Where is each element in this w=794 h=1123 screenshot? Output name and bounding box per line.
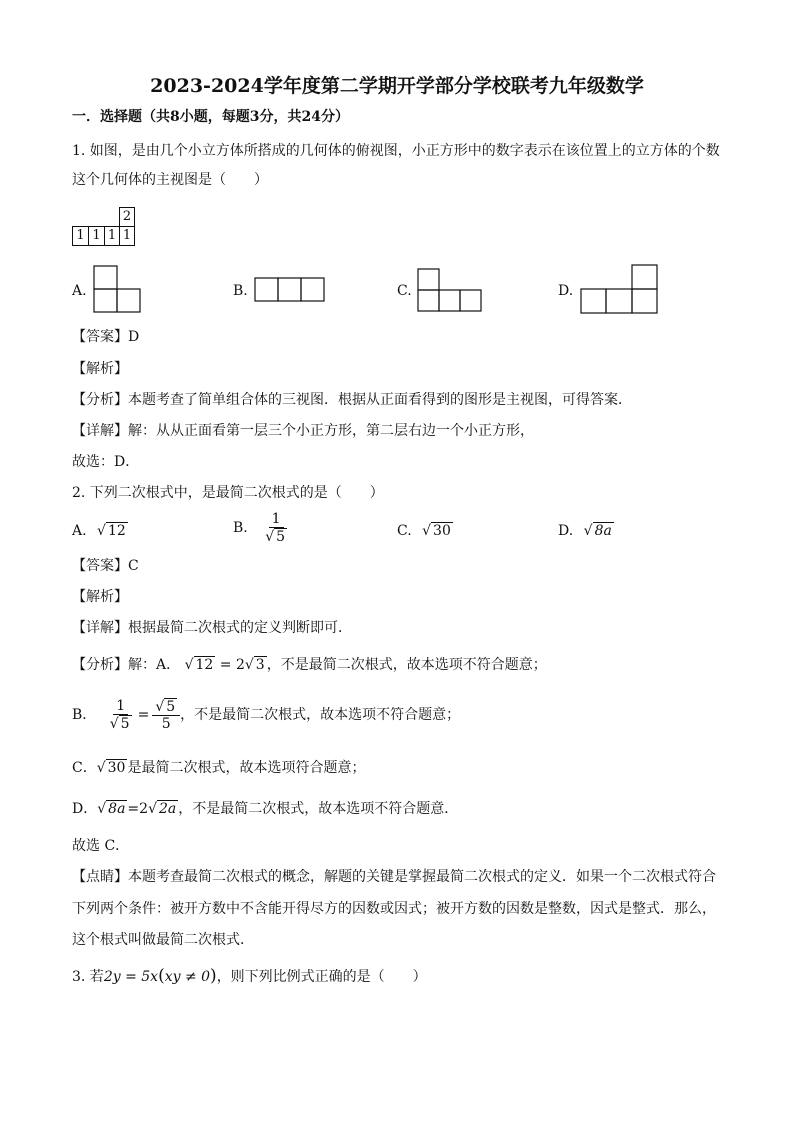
q1-option-d-label: D. [558, 283, 574, 299]
radicand: 8a [594, 523, 612, 539]
q3-prefix: 3. 若 [72, 969, 104, 985]
option-label: C. [397, 523, 412, 539]
q2-solution-c: C．√ 30 是最简二次根式，故本选项符合题意； [72, 760, 366, 776]
solution-text: ，不是最简二次根式，故本选项不符合题意； [266, 657, 547, 673]
q2-analysis-tag: 【解析】 [72, 589, 128, 605]
q2-stem: 2. 下列二次根式中，是最简二次根式的是（ ） [72, 485, 384, 501]
fenxi-text: 本题考查了简单组合体的三视图．根据从正面看得到的图形是主视图，可得答案． [128, 392, 632, 408]
fraction-denominator: 5 [161, 716, 171, 732]
q2-dianjing-line3: 这个根式叫做最简二次根式． [72, 932, 254, 948]
q2-solution-b: B． $\frac{1}{√ 5}$ = $\frac{√ 5}{5}$ ，不是最简二次根式，故本选项不符合题意； [72, 698, 461, 732]
fenxi-tag: 【分析】 [72, 392, 128, 408]
q3-condition: xy ≠ 0 [164, 969, 211, 985]
dianjing-tag: 【点睛】 [72, 869, 128, 885]
radicand: 5 [276, 529, 286, 545]
q1-option-b-label: B. [233, 283, 248, 299]
xiangjie-tag: 【详解】 [72, 423, 128, 439]
answer-value: C [128, 558, 139, 574]
equals: =2 [127, 801, 149, 817]
q2-answer [72, 556, 139, 576]
option-label: D. [558, 523, 574, 539]
q2-solution-a: 【分析】解：A． √ 12 = 2√ 3 ，不是最简二次根式，故本选项不符合题意； [72, 657, 547, 673]
q1-grid-cell-top [119, 207, 135, 227]
q2-option-d[interactable]: D. √ 8a [558, 523, 612, 539]
answer-tag: 【答案】 [72, 329, 128, 345]
q1-grid-number: 2 [122, 209, 132, 224]
q1-grid-number: 1 [122, 228, 132, 243]
q2-dianjing-line1 [72, 867, 716, 887]
radicand: 30 [433, 523, 451, 539]
q1-option-c-figure[interactable] [417, 268, 485, 312]
xiangjie-text: 解：从从正面看第一层三个小正方形，第二层右边一个小正方形， [128, 423, 534, 439]
section-heading: 一．选择题（共8小题，每题3分，共24分） [72, 109, 349, 125]
q2-option-b[interactable]: B. $\frac{1}{√ 5}$ [233, 511, 286, 545]
q1-grid-cell [104, 226, 120, 246]
solution-prefix: B． [72, 707, 97, 723]
q1-grid-number: 1 [107, 228, 117, 243]
radicand: 2a [158, 801, 177, 817]
equals: = 2 [215, 657, 245, 673]
q1-xiangjie [72, 421, 534, 441]
q3-equation: 2y = 5x [103, 969, 159, 985]
solution-text: ，不是最简二次根式，故本选项不符合题意； [180, 707, 461, 723]
q1-grid-number: 1 [76, 228, 85, 243]
solution-prefix: D． [72, 801, 98, 817]
q2-dianjing-line2: 下列两个条件：被开方数中不含能开得尽方的因数或因式；被开方数的因数是整数，因式是整式．那么， [72, 901, 716, 917]
q1-fenxi [72, 390, 632, 410]
q1-grid-number: 1 [92, 228, 101, 243]
q1-option-c-label: C. [397, 283, 412, 299]
answer-tag: 【答案】 [72, 558, 128, 574]
q1-grid-cell [119, 226, 135, 246]
equals: = [137, 707, 150, 723]
radicand: 5 [166, 699, 176, 715]
solution-text: 是最简二次根式，故本选项符合题意； [127, 760, 366, 776]
solution-text: ，不是最简二次根式，故本选项不符合题意． [178, 801, 459, 817]
q1-answer [72, 327, 139, 347]
q1-option-a-label: A. [72, 283, 87, 299]
solution-prefix: C． [72, 760, 97, 776]
q1-grid-cell [72, 226, 89, 246]
page-title: 2023-2024学年度第二学期开学部分学校联考九年级数学 [150, 75, 644, 97]
fraction-numerator: 1 [269, 511, 284, 528]
fenxi-tag: 【分析】 [72, 657, 128, 673]
radicand: 30 [107, 760, 126, 776]
q1-option-b-figure[interactable] [254, 277, 326, 302]
q3-suffix: ，则下列比例式正确的是（ ） [216, 969, 427, 985]
radicand: 5 [120, 716, 130, 732]
q2-conclusion: 故选 C． [72, 838, 130, 854]
option-label: A. [72, 523, 87, 539]
radicand: 12 [107, 523, 126, 539]
q2-solution-d: D．√ 8a =2√ 2a ，不是最简二次根式，故本选项不符合题意． [72, 801, 459, 817]
q1-analysis-tag: 【解析】 [72, 361, 128, 377]
answer-value: D [128, 329, 140, 345]
xiangjie-text: 根据最简二次根式的定义判断即可． [128, 620, 352, 636]
q1-option-d-figure[interactable] [580, 264, 660, 314]
q1-conclusion: 故选：D． [72, 454, 140, 470]
solution-prefix: 解：A． [128, 657, 181, 673]
q1-stem-line2: 这个几何体的主视图是（ ） [72, 172, 268, 188]
q2-option-c[interactable]: C. √ 30 [397, 523, 451, 539]
dianjing-text: 本题考查最简二次根式的概念，解题的关键是掌握最简二次根式的定义．如果一个二次根式符合 [128, 869, 716, 885]
q1-top-view-grid [72, 207, 134, 247]
xiangjie-tag: 【详解】 [72, 620, 128, 636]
radicand: 8a [108, 801, 126, 817]
radicand: 12 [195, 657, 214, 673]
option-label: B. [233, 520, 248, 536]
q3-stem: 3. 若2y = 5x(xy ≠ 0)，则下列比例式正确的是（ ） [72, 966, 427, 986]
fraction-numerator: 1 [113, 698, 128, 715]
q2-option-a[interactable]: A. √ 12 [72, 523, 126, 539]
q1-grid-cell [88, 226, 105, 246]
q1-option-a-figure[interactable] [93, 265, 143, 313]
q1-stem-line1: 1. 如图，是由几个小立方体所搭成的几何体的俯视图，小正方形中的数字表示在该位置上的立方体的个数 [72, 143, 720, 159]
q2-xiangjie [72, 618, 352, 638]
radicand: 3 [255, 657, 265, 673]
